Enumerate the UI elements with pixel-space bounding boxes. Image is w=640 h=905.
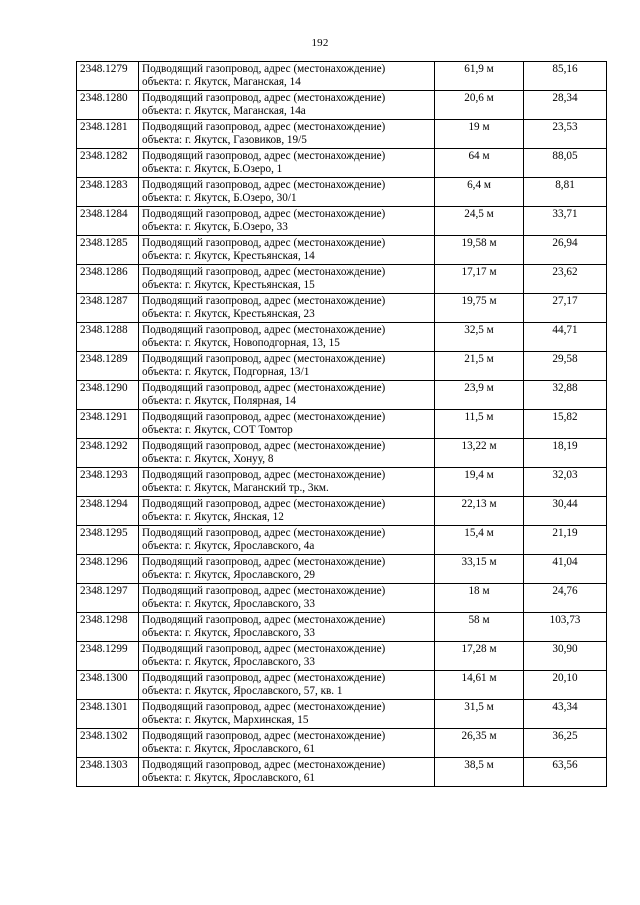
item-value-cell: 24,76 [524,584,607,613]
item-code-cell: 2348.1302 [77,729,139,758]
table-row [77,613,607,642]
item-length-cell: 26,35 м [435,729,524,758]
table-row [77,758,607,787]
item-description-cell [139,700,435,729]
table-row [77,381,607,410]
item-description-line-1: Подводящий газопровод, адрес (местонахождение) [142,150,386,162]
item-length-cell: 33,15 м [435,555,524,584]
item-length-cell: 31,5 м [435,700,524,729]
item-length-cell: 18 м [435,584,524,613]
item-length-cell: 24,5 м [435,207,524,236]
table-row [77,497,607,526]
item-code-cell: 2348.1298 [77,613,139,642]
table-row [77,178,607,207]
item-value-cell: 30,90 [524,642,607,671]
item-description-line-1: Подводящий газопровод, адрес (местонахождение) [142,179,386,191]
item-description-line-1: Подводящий газопровод, адрес (местонахождение) [142,585,386,597]
item-code-cell: 2348.1297 [77,584,139,613]
item-length-cell: 14,61 м [435,671,524,700]
item-value-cell: 103,73 [524,613,607,642]
item-code-cell: 2348.1295 [77,526,139,555]
item-description-line-2: объекта: г. Якутск, Б.Озеро, 33 [142,221,288,233]
table-row [77,729,607,758]
item-description-line-1: Подводящий газопровод, адрес (местонахождение) [142,63,386,75]
asset-table [76,61,607,787]
item-description-line-1: Подводящий газопровод, адрес (местонахождение) [142,759,386,771]
item-description-cell [139,381,435,410]
item-description-line-2: объекта: г. Якутск, Маганская, 14 [142,76,301,88]
item-description-cell [139,352,435,381]
item-length-cell: 6,4 м [435,178,524,207]
item-code-cell: 2348.1286 [77,265,139,294]
item-code-cell: 2348.1281 [77,120,139,149]
item-code-cell: 2348.1303 [77,758,139,787]
item-description-cell [139,584,435,613]
item-description-cell [139,497,435,526]
item-length-cell: 32,5 м [435,323,524,352]
item-code-cell: 2348.1299 [77,642,139,671]
item-value-cell: 88,05 [524,149,607,178]
item-description-cell [139,613,435,642]
item-code-cell: 2348.1282 [77,149,139,178]
page-number: 192 [311,37,329,49]
item-code-cell: 2348.1292 [77,439,139,468]
table-row [77,323,607,352]
table-row [77,700,607,729]
item-code-cell: 2348.1296 [77,555,139,584]
item-value-cell: 21,19 [524,526,607,555]
item-description-line-1: Подводящий газопровод, адрес (местонахождение) [142,92,386,104]
item-description-cell [139,120,435,149]
item-description-line-1: Подводящий газопровод, адрес (местонахождение) [142,701,386,713]
item-value-cell: 41,04 [524,555,607,584]
item-description-line-2: объекта: г. Якутск, Крестьянская, 14 [142,250,315,262]
item-description-line-2: объекта: г. Якутск, Ярославского, 61 [142,743,315,755]
item-description-line-2: объекта: г. Якутск, Ярославского, 4а [142,540,315,552]
item-length-cell: 38,5 м [435,758,524,787]
table-row [77,584,607,613]
item-description-line-2: объекта: г. Якутск, Мархинская, 15 [142,714,309,726]
item-length-cell: 17,17 м [435,265,524,294]
item-description-cell [139,236,435,265]
item-description-line-1: Подводящий газопровод, адрес (местонахождение) [142,527,386,539]
item-length-cell: 20,6 м [435,91,524,120]
item-description-cell [139,178,435,207]
item-value-cell: 30,44 [524,497,607,526]
item-description-line-2: объекта: г. Якутск, Газовиков, 19/5 [142,134,307,146]
item-length-cell: 15,4 м [435,526,524,555]
table-row [77,294,607,323]
item-value-cell: 32,03 [524,468,607,497]
item-description-line-1: Подводящий газопровод, адрес (местонахождение) [142,498,386,510]
item-description-line-1: Подводящий газопровод, адрес (местонахождение) [142,295,386,307]
table-row [77,410,607,439]
item-length-cell: 19,4 м [435,468,524,497]
table-row [77,642,607,671]
item-description-line-1: Подводящий газопровод, адрес (местонахождение) [142,324,386,336]
table-row [77,439,607,468]
item-description-line-1: Подводящий газопровод, адрес (местонахождение) [142,730,386,742]
item-description-line-1: Подводящий газопровод, адрес (местонахождение) [142,411,386,423]
table-row [77,526,607,555]
item-description-cell [139,671,435,700]
table-row [77,352,607,381]
table-row [77,149,607,178]
item-description-line-1: Подводящий газопровод, адрес (местонахождение) [142,208,386,220]
item-value-cell: 18,19 [524,439,607,468]
item-value-cell: 85,16 [524,62,607,91]
item-description-line-2: объекта: г. Якутск, Новоподгорная, 13, 15 [142,337,340,349]
item-length-cell: 58 м [435,613,524,642]
item-description-cell [139,729,435,758]
item-value-cell: 20,10 [524,671,607,700]
item-length-cell: 64 м [435,149,524,178]
item-length-cell: 61,9 м [435,62,524,91]
item-value-cell: 26,94 [524,236,607,265]
item-description-line-2: объекта: г. Якутск, Маганский тр., 3км. [142,482,329,494]
item-code-cell: 2348.1280 [77,91,139,120]
item-value-cell: 63,56 [524,758,607,787]
item-description-line-2: объекта: г. Якутск, Ярославского, 29 [142,569,315,581]
item-code-cell: 2348.1287 [77,294,139,323]
table-row [77,468,607,497]
item-description-line-2: объекта: г. Якутск, Подгорная, 13/1 [142,366,310,378]
item-value-cell: 8,81 [524,178,607,207]
table-row [77,236,607,265]
item-description-cell [139,468,435,497]
item-code-cell: 2348.1291 [77,410,139,439]
item-description-line-2: объекта: г. Якутск, Б.Озеро, 1 [142,163,283,175]
item-description-line-2: объекта: г. Якутск, Ярославского, 57, кв. 1 [142,685,343,697]
item-code-cell: 2348.1293 [77,468,139,497]
table-row [77,671,607,700]
item-description-cell [139,410,435,439]
item-value-cell: 27,17 [524,294,607,323]
item-description-line-1: Подводящий газопровод, адрес (местонахождение) [142,237,386,249]
item-value-cell: 29,58 [524,352,607,381]
item-length-cell: 23,9 м [435,381,524,410]
item-description-cell [139,758,435,787]
item-description-cell [139,149,435,178]
item-description-line-2: объекта: г. Якутск, СОТ Томтор [142,424,293,436]
item-description-line-2: объекта: г. Якутск, Крестьянская, 15 [142,279,315,291]
item-value-cell: 15,82 [524,410,607,439]
item-code-cell: 2348.1284 [77,207,139,236]
item-value-cell: 36,25 [524,729,607,758]
item-length-cell: 13,22 м [435,439,524,468]
item-description-line-1: Подводящий газопровод, адрес (местонахождение) [142,643,386,655]
table-row [77,120,607,149]
item-description-cell [139,642,435,671]
item-description-line-2: объекта: г. Якутск, Маганская, 14а [142,105,306,117]
item-value-cell: 44,71 [524,323,607,352]
table-row [77,207,607,236]
item-code-cell: 2348.1279 [77,62,139,91]
item-description-line-2: объекта: г. Якутск, Янская, 12 [142,511,284,523]
item-description-cell [139,265,435,294]
item-description-line-2: объекта: г. Якутск, Хонуу, 8 [142,453,274,465]
item-description-line-1: Подводящий газопровод, адрес (местонахождение) [142,672,386,684]
item-length-cell: 22,13 м [435,497,524,526]
item-description-line-2: объекта: г. Якутск, Ярославского, 33 [142,627,315,639]
item-description-cell [139,555,435,584]
item-code-cell: 2348.1301 [77,700,139,729]
item-length-cell: 21,5 м [435,352,524,381]
item-description-line-1: Подводящий газопровод, адрес (местонахождение) [142,469,386,481]
item-description-line-1: Подводящий газопровод, адрес (местонахождение) [142,440,386,452]
item-value-cell: 23,62 [524,265,607,294]
item-description-line-2: объекта: г. Якутск, Б.Озеро, 30/1 [142,192,297,204]
item-description-cell [139,323,435,352]
item-length-cell: 19,75 м [435,294,524,323]
item-code-cell: 2348.1294 [77,497,139,526]
item-code-cell: 2348.1290 [77,381,139,410]
item-description-line-1: Подводящий газопровод, адрес (местонахождение) [142,121,386,133]
table-row [77,265,607,294]
item-code-cell: 2348.1289 [77,352,139,381]
item-value-cell: 32,88 [524,381,607,410]
item-length-cell: 19 м [435,120,524,149]
item-code-cell: 2348.1300 [77,671,139,700]
item-code-cell: 2348.1283 [77,178,139,207]
item-description-cell [139,207,435,236]
item-length-cell: 17,28 м [435,642,524,671]
item-length-cell: 19,58 м [435,236,524,265]
item-description-line-2: объекта: г. Якутск, Ярославского, 33 [142,656,315,668]
item-description-line-1: Подводящий газопровод, адрес (местонахождение) [142,266,386,278]
item-value-cell: 28,34 [524,91,607,120]
item-description-line-2: объекта: г. Якутск, Полярная, 14 [142,395,296,407]
item-length-cell: 11,5 м [435,410,524,439]
table-row [77,555,607,584]
item-description-line-2: объекта: г. Якутск, Ярославского, 61 [142,772,315,784]
item-description-cell [139,62,435,91]
item-description-cell [139,294,435,323]
item-description-cell [139,439,435,468]
item-description-line-1: Подводящий газопровод, адрес (местонахождение) [142,353,386,365]
table-row [77,62,607,91]
item-description-line-1: Подводящий газопровод, адрес (местонахождение) [142,382,386,394]
item-description-line-1: Подводящий газопровод, адрес (местонахождение) [142,556,386,568]
item-value-cell: 23,53 [524,120,607,149]
table-body [77,62,607,787]
item-description-line-1: Подводящий газопровод, адрес (местонахождение) [142,614,386,626]
item-description-cell [139,91,435,120]
item-code-cell: 2348.1285 [77,236,139,265]
item-description-cell [139,526,435,555]
item-description-line-2: объекта: г. Якутск, Ярославского, 33 [142,598,315,610]
item-code-cell: 2348.1288 [77,323,139,352]
item-description-line-2: объекта: г. Якутск, Крестьянская, 23 [142,308,315,320]
table-row [77,91,607,120]
item-value-cell: 43,34 [524,700,607,729]
item-value-cell: 33,71 [524,207,607,236]
